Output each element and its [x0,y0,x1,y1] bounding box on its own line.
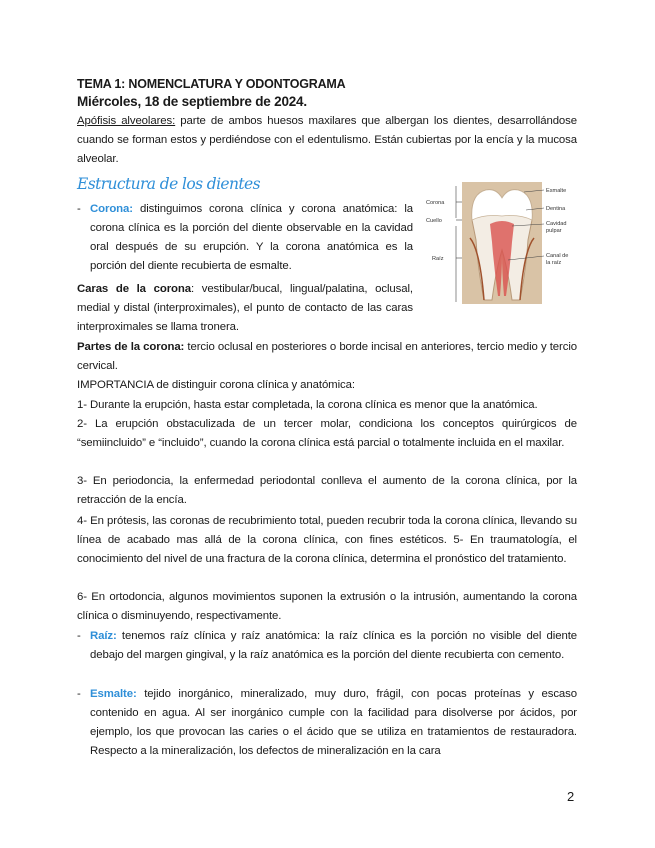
document-date: Miércoles, 18 de septiembre de 2024. [77,94,307,109]
partes-text: tercio oclusal en posteriores o borde incisal en anteriores, tercio medio y tercio cervical. [77,341,578,372]
label-cavidad: Cavidad [546,221,567,227]
caras-term: Caras de la corona [77,283,191,295]
raiz-paragraph [90,627,577,665]
raiz-bullet: - [77,630,81,642]
label-canal: Canal de [546,253,569,259]
page-number: 2 [567,789,575,804]
point-1: 1- Durante la erupción, hasta estar completada, la corona clínica es menor que la anatómica. [77,399,538,411]
raiz-text: tenemos raíz clínica y raíz anatómica: la raíz clínica es la porción no visible del diente debajo del margen gingival, y la raíz anatómica es la porción del diente recubierta con cemento. [90,630,577,661]
tooth-diagram [420,180,590,308]
esmalte-bullet: - [77,688,81,700]
label-corona: Corona [426,200,445,206]
caras-paragraph [77,280,413,337]
esmalte-paragraph [90,685,577,761]
label-cuello: Cuello [426,218,442,224]
corona-term: Corona: [90,203,133,215]
importancia-heading: IMPORTANCIA de distinguir corona clínica y anatómica: [77,379,355,391]
label-dentina: Dentina [546,206,566,212]
apofisis-paragraph [77,112,577,169]
document-title: TEMA 1: NOMENCLATURA Y ODONTOGRAMA [77,77,346,91]
corona-text: distinguimos corona clínica y corona anatómica: la corona clínica es la porción del diente observable en la cavidad oral después de su erupción. Y la corona anatómica es la porción del diente recubierta de esmalte. [90,203,413,272]
point-3: 3- En periodoncia, la enfermedad periodontal conlleva el aumento de la corona clínica, por la retracción de la encía. [77,475,577,506]
point-2: 2- La erupción obstaculizada de un tercer molar, condiciona los conceptos quirúrgicos de “semiincluido” e “incluido”, cuando la corona clínica está parcial o totalmente incluida en el maxilar. [77,418,577,449]
label-pulpar: pulpar [546,228,562,234]
caras-text: : vestibular/bucal, lingual/palatina, oclusal, medial y distal (interproximales), el punto de contacto de las caras interproximales se llama tronera. [77,283,413,333]
label-esmalte: Esmalte [546,188,567,194]
corona-bullet: - [77,203,81,215]
corona-paragraph [90,200,413,276]
label-raiz: Raíz [432,256,444,262]
partes-term: Partes de la corona: [77,341,185,353]
tooth-diagram-svg [420,180,590,308]
partes-paragraph [77,338,577,376]
esmalte-text: tejido inorgánico, mineralizado, muy duro, frágil, con pocas proteínas y escaso contenido en agua. Al ser inorgánico cumple con la facilidad para disolverse por ácidos, por ejemplo, los que provocan las caries o el ácido que se utiliza en tratamientos de restauradora. Respecto a la mineralización, los defectos de mineralización en la cara [90,688,577,757]
apofisis-term: Apófisis alveolares: [77,115,176,127]
raiz-term: Raíz: [90,630,117,642]
apofisis-text: parte de ambos huesos maxilares que albergan los dientes, desarrollándose cuando se forman estos y perdiéndose con el edentulismo. Están cubiertas por la encía y la mucosa alveolar. [77,115,577,165]
section-title: Estructura de los dientes [77,175,260,193]
label-raiz-small: la raíz [546,260,562,266]
point-4-5: 4- En prótesis, las coronas de recubrimiento total, pueden recubrir toda la corona clínica, llevando su línea de acabado mas allá de la corona clínica, con fines estéticos. 5- En traumatología, el conocimiento del nivel de una fractura de la corona clínica, determina el pronóstico del tratamiento. [77,515,577,565]
esmalte-term: Esmalte: [90,688,137,700]
point-6: 6- En ortodoncia, algunos movimientos suponen la extrusión o la intrusión, aumentando la corona clínica o disminuyendo, respectivamente. [77,591,577,622]
